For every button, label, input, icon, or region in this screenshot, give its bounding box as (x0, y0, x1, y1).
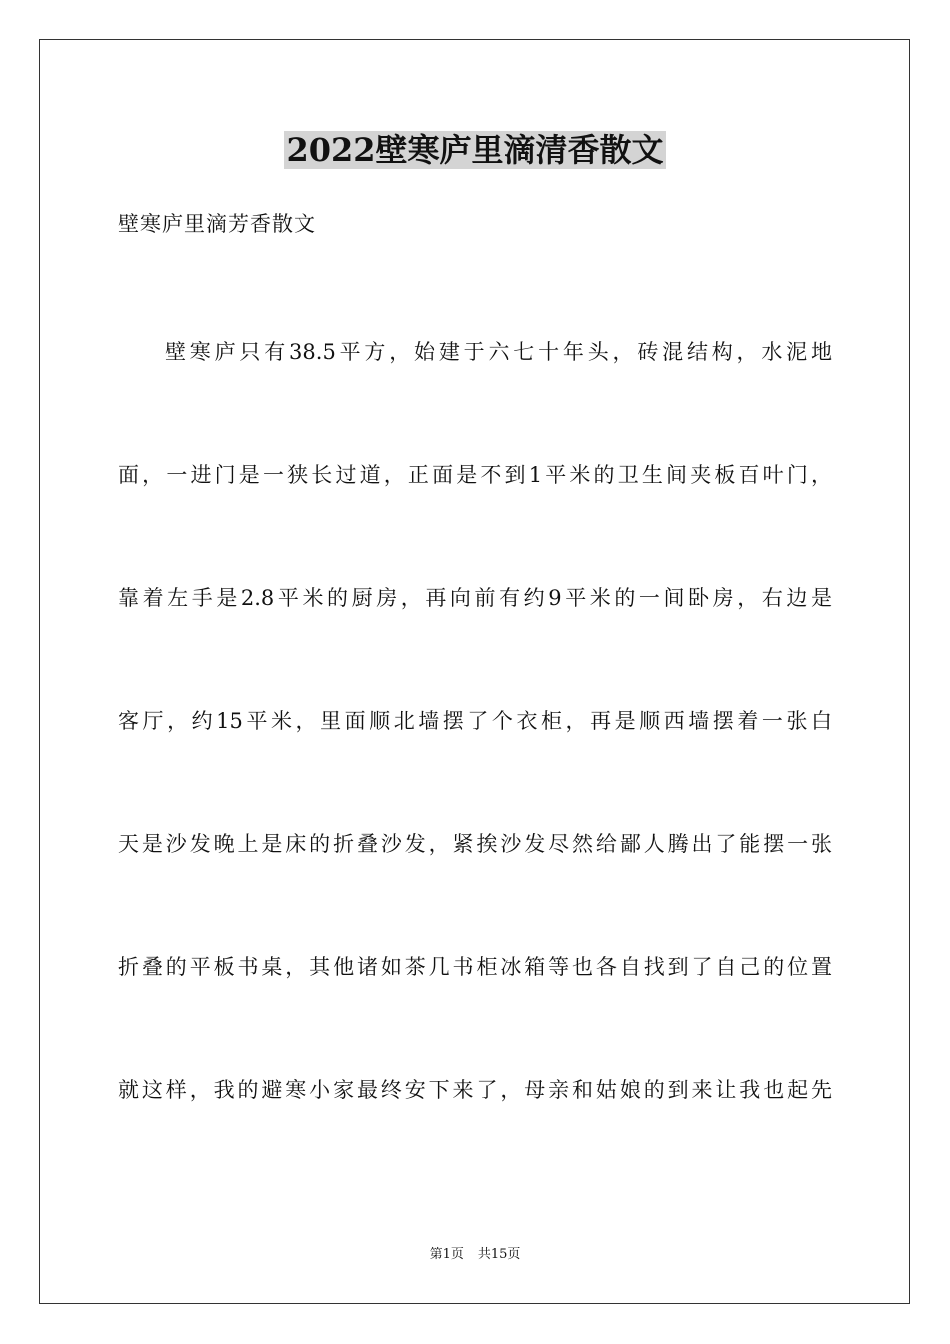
paragraph-line: 天是沙发晚上是床的折叠沙发，紧挨沙发尽然给鄙人腾出了能摆一张 (118, 832, 832, 856)
paragraph-line: 靠着左手是2.8平米的厨房，再向前有约9平米的一间卧房，右边是 (118, 586, 832, 610)
page-number: 第1页 (429, 1247, 464, 1262)
page-total: 共15页 (477, 1247, 521, 1262)
page-footer (0, 1245, 950, 1265)
paragraph-line: 折叠的平板书桌，其他诸如茶几书柜冰箱等也各自找到了自己的位置 (118, 955, 832, 979)
document-title-text: 2022壁寒庐里滴清香散文 (286, 131, 664, 169)
paragraph-line: 面，一进门是一狭长过道，正面是不到1平米的卫生间夹板百叶门， (118, 463, 832, 487)
document-title (0, 128, 950, 172)
document-subtitle: 壁寒庐里滴芳香散文 (118, 212, 316, 236)
paragraph-line: 就这样，我的避寒小家最终安下来了，母亲和姑娘的到来让我也起先 (118, 1078, 832, 1102)
paragraph-line: 客厅，约15平米，里面顺北墙摆了个衣柜，再是顺西墙摆着一张白 (118, 709, 832, 733)
paragraph-line: 壁寒庐只有38.5平方，始建于六七十年头，砖混结构，水泥地 (165, 340, 832, 364)
